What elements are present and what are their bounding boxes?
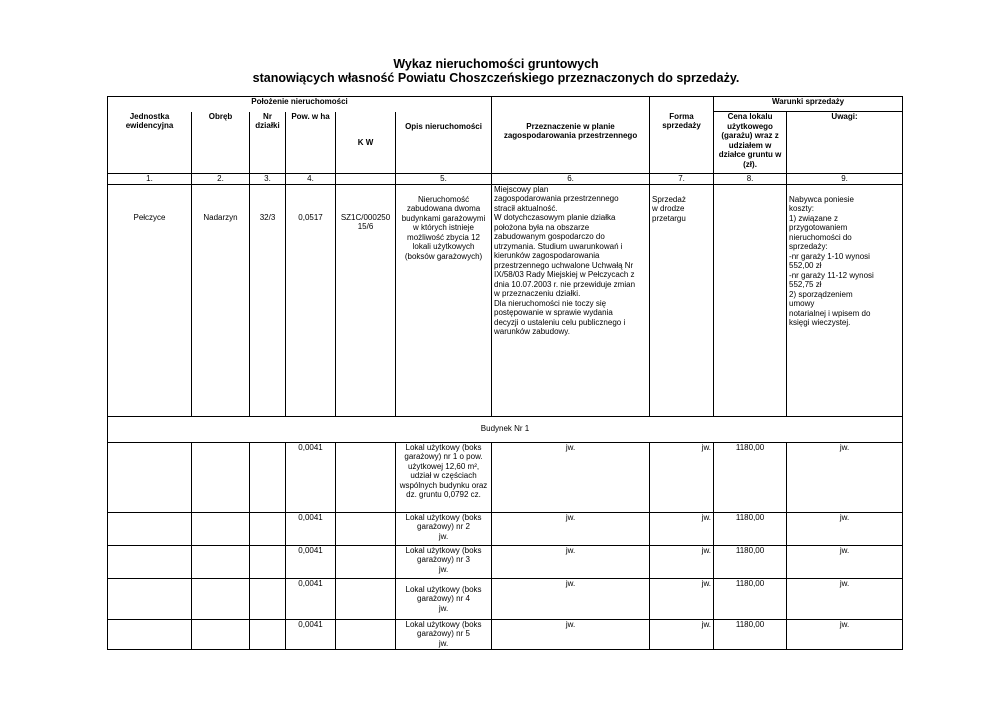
header-opis: Opis nieruchomości — [396, 112, 492, 174]
lokal-cena: 1180,00 — [714, 512, 787, 545]
table-row — [108, 545, 903, 578]
header-forma: Forma sprzedaży — [650, 112, 714, 174]
col-number: 4. — [286, 174, 336, 185]
property-table — [107, 96, 903, 650]
table-row — [108, 512, 903, 545]
lokal-opis: Lokal użytkowy (boks garażowy) nr 1 o pow. użytkowej 12,60 m², udział w częściach wspólnych budynku oraz dz. gruntu 0,0792 cz. — [396, 442, 492, 512]
lokal-uwagi: jw. — [787, 578, 903, 619]
lokal-cena: 1180,00 — [714, 578, 787, 619]
lokal-przeznaczenie: jw. — [492, 512, 650, 545]
lokal-uwagi: jw. — [787, 619, 903, 649]
header-cena: Cena lokalu użytkowego (garażu) wraz z udziałem w działce gruntu w (zł). — [714, 112, 787, 174]
lokal-przeznaczenie: jw. — [492, 619, 650, 649]
col-number: 3. — [250, 174, 286, 185]
col-number: 6. — [492, 174, 650, 185]
header-polozenie: Położenie nieruchomości — [108, 97, 492, 112]
building-label: Budynek Nr 1 — [108, 416, 903, 442]
cell-jednostka: Pełczyce — [108, 184, 192, 416]
lokal-forma: jw. — [650, 545, 714, 578]
cell-uwagi: Nabywca poniesie koszty: 1) związane z przygotowaniem nieruchomości do sprzedaży: -nr garaży 1-10 wynosi 552,00 zł -nr garaży 11-12 wynosi 552,75 zł 2) sporządzeniem umowy notarialnej i wpisem do księgi wieczystej. — [787, 184, 903, 416]
lokal-przeznaczenie: jw. — [492, 545, 650, 578]
lokal-pow: 0,0041 — [286, 442, 336, 512]
cell-obreb: Nadarzyn — [192, 184, 250, 416]
lokal-opis: Lokal użytkowy (boks garażowy) nr 5 jw. — [396, 619, 492, 649]
cell-pow: 0,0517 — [286, 184, 336, 416]
lokal-pow: 0,0041 — [286, 619, 336, 649]
cell-forma: Sprzedaż w drodze przetargu — [650, 184, 714, 416]
col-number: 7. — [650, 174, 714, 185]
lokal-przeznaczenie: jw. — [492, 442, 650, 512]
header-kw: K W — [336, 112, 396, 174]
lokal-pow: 0,0041 — [286, 512, 336, 545]
table-row — [108, 578, 903, 619]
lokal-uwagi: jw. — [787, 545, 903, 578]
col-number: 5. — [396, 174, 492, 185]
lokal-forma: jw. — [650, 512, 714, 545]
cell-nr-dzialki: 32/3 — [250, 184, 286, 416]
document-title: Wykaz nieruchomości gruntowych — [393, 57, 599, 71]
lokal-pow: 0,0041 — [286, 545, 336, 578]
header-przeznaczenie: Przeznaczenie w planie zagospodarowania przestrzennego — [492, 112, 650, 174]
lokal-cena: 1180,00 — [714, 442, 787, 512]
table-row — [108, 619, 903, 649]
col-number: 8. — [714, 174, 787, 185]
table-row — [108, 442, 903, 512]
col-number: 1. — [108, 174, 192, 185]
header-jednostka: Jednostka ewidencyjna — [108, 112, 192, 174]
header-nr-dzialki: Nr działki — [250, 112, 286, 174]
document-subtitle: stanowiących własność Powiatu Choszczeńskiego przeznaczonych do sprzedaży. — [252, 71, 740, 85]
lokal-uwagi: jw. — [787, 512, 903, 545]
col-number: 9. — [787, 174, 903, 185]
lokal-cena: 1180,00 — [714, 619, 787, 649]
lokal-pow: 0,0041 — [286, 578, 336, 619]
header-obreb: Obręb — [192, 112, 250, 174]
header-warunki: Warunki sprzedaży — [714, 97, 903, 112]
lokal-cena: 1180,00 — [714, 545, 787, 578]
cell-kw: SZ1C/000250 15/6 — [336, 184, 396, 416]
lokal-opis: Lokal użytkowy (boks garażowy) nr 3 jw. — [396, 545, 492, 578]
cell-przeznaczenie: Miejscowy plan zagospodarowania przestrzennego stracił aktualność. W dotychczasowym planie działka położona była na obszarze zabudowanym gospodarczo do utrzymania. Studium uwarunkowań i kierunków zagospodarowania przestrzennego uchwalone Uchwałą Nr IX/58/03 Rady Miejskiej w Pełczycach z dnia 10.07.2003 r. nie przewiduje zmian w przeznaczeniu działki. Dla nieruchomości nie toczy się postępowanie w sprawie wydania decyzji o ustaleniu celu publicznego i warunków zabudowy. — [492, 184, 650, 416]
lokal-forma: jw. — [650, 619, 714, 649]
lokal-forma: jw. — [650, 442, 714, 512]
lokal-przeznaczenie: jw. — [492, 578, 650, 619]
lokal-forma: jw. — [650, 578, 714, 619]
lokal-opis: Lokal użytkowy (boks garażowy) nr 4 jw. — [396, 578, 492, 619]
header-uwagi: Uwagi: — [787, 112, 903, 174]
lokal-uwagi: jw. — [787, 442, 903, 512]
cell-opis: Nieruchomość zabudowana dwoma budynkami garażowymi w których istnieje możliwość zbycia 12 lokali użytkowych (boksów garażowych) — [396, 184, 492, 416]
lokal-opis: Lokal użytkowy (boks garażowy) nr 2 jw. — [396, 512, 492, 545]
header-pow: Pow. w ha — [286, 112, 336, 174]
col-number: 2. — [192, 174, 250, 185]
